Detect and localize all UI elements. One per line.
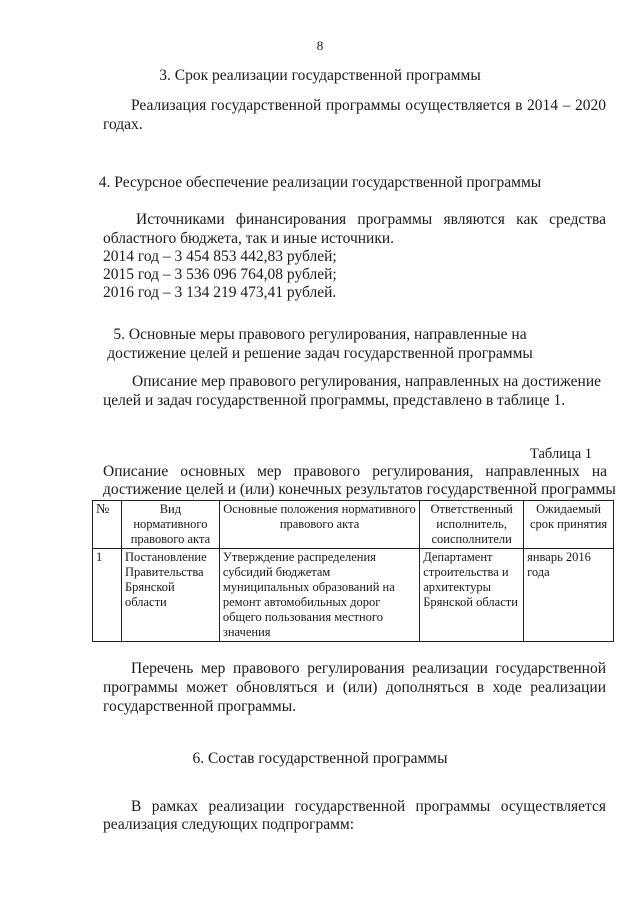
section-5-heading-line-2: достижение целей и решение задач государственной программы	[107, 345, 533, 362]
cell-act-type: Постановление Правительства Брянской области	[121, 549, 219, 642]
table-caption-line-2: достижение целей и (или) конечных результатов государственной программы	[103, 481, 616, 498]
header-act-type: Вид нормативного правового акта	[121, 501, 219, 549]
cell-provisions: Утверждение распределения субсидий бюджетам муниципальных образований на ремонт автомобильных дорог общего пользования местного значения	[219, 549, 419, 642]
section-5-intro-line-2: целей и задач государственной программы, представлено в таблице 1.	[103, 392, 566, 409]
cell-responsible: Департамент строительства и архитектуры Брянской области	[420, 549, 524, 642]
section-6-paragraph-line-1: В рамках реализации государственной программы осуществляется	[131, 798, 606, 815]
section-4-heading: 4. Ресурсное обеспечение реализации государственной программы	[98, 174, 542, 191]
section-4-paragraph-line-1: Источниками финансирования программы являются как средства	[136, 211, 606, 228]
cell-expected-date: январь 2016 года	[524, 549, 614, 642]
table-row	[93, 549, 614, 642]
header-provisions: Основные положения нормативного правового акта	[219, 501, 419, 549]
section-3-paragraph-line-2: годах.	[103, 116, 143, 133]
section-4-paragraph-line-2: областного бюджета, так и иные источники.	[103, 230, 395, 247]
table-label: Таблица 1	[530, 446, 593, 462]
header-expected-date: Ожидаемый срок принятия	[524, 501, 614, 549]
section-5-heading-line-1: 5. Основные меры правового регулирования, направленные на	[113, 326, 527, 343]
header-number: №	[93, 501, 122, 549]
section-6-paragraph-line-2: реализация следующих подпрограмм:	[103, 816, 355, 833]
section-6-heading: 6. Состав государственной программы	[192, 750, 448, 767]
cell-number: 1	[93, 549, 122, 642]
after-table-line-1: Перечень мер правового регулирования реализации государственной	[131, 660, 606, 677]
funding-year-2015: 2015 год – 3 536 096 764,08 рублей;	[103, 266, 337, 283]
section-3-paragraph-line-1: Реализация государственной программы осуществляется в 2014 – 2020	[131, 97, 606, 114]
header-responsible: Ответственный исполнитель, соисполнители	[420, 501, 524, 549]
section-5-intro-line-1: Описание мер правового регулирования, направленных на достижение	[132, 373, 602, 390]
page-number: 8	[316, 38, 324, 53]
table-header-row	[93, 501, 614, 549]
after-table-line-2: программы может обновляться и (или) дополняться в ходе реализации	[103, 679, 606, 696]
legal-measures-table	[92, 500, 614, 642]
table-caption-line-1: Описание основных мер правового регулирования, направленных на	[103, 463, 607, 480]
funding-year-2014: 2014 год – 3 454 853 442,83 рублей;	[103, 248, 337, 265]
funding-year-2016: 2016 год – 3 134 219 473,41 рублей.	[103, 284, 337, 301]
after-table-line-3: государственной программы.	[103, 698, 297, 715]
section-3-heading: 3. Срок реализации государственной программы	[159, 67, 481, 84]
